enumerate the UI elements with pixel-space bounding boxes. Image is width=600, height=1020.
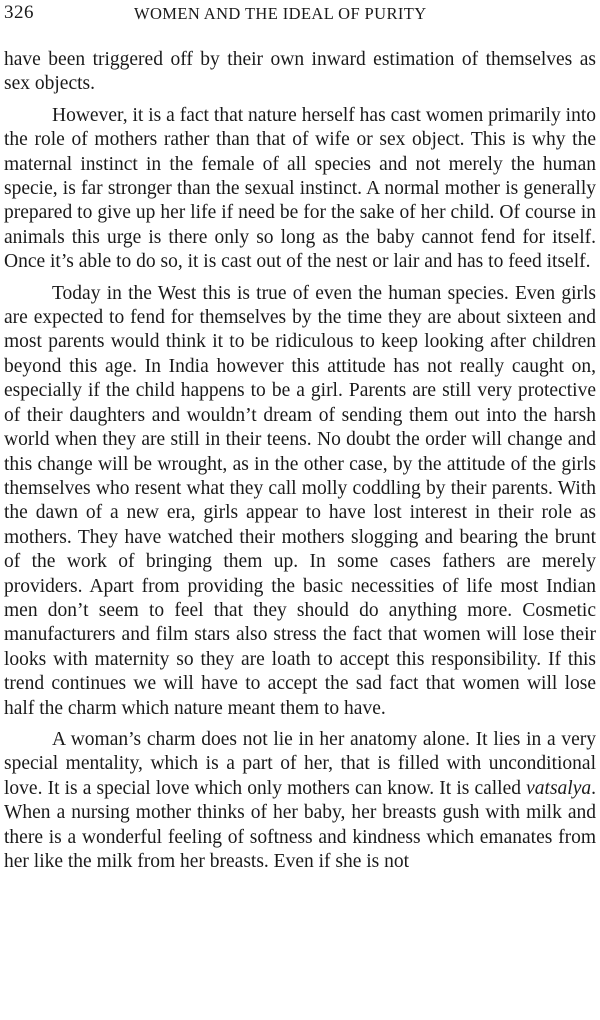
running-head [4,2,594,28]
paragraph-womans-charm [4,728,596,874]
page-number: 326 [4,2,34,23]
body-text [4,48,596,881]
italic-term-vatsalya: vatsalya [526,777,592,799]
paragraph-today-in-west: Today in the West this is true of even the human species. Even girls are expected to fend for themselves by the time they are about sixteen and most parents would think it to be ridiculous to keep looking after children beyond this age. In India however this attitude has not really caught on, especially if the child happens to be a girl. Parents are still very protective of their daughters and wouldn’t dream of sending them out into the harsh world when they are still in their teens. No doubt the order will change and this change will be wrought, as in the other case, by the attitude of the girls themselves who resent what they call molly coddling by their parents. With the dawn of a new era, girls appear to have lost interest in their role as mothers. They have watched their mothers slogging and bearing the brunt of the work of bringing them up. In some cases fathers are merely providers. Apart from providing the basic necessities of life most Indian men don’t seem to feel that they should do anything more. Cosmetic manufacturers and film stars also stress the fact that women will lose their looks with maternity so they are loath to accept this responsibility. If this trend continues we will have to accept the sad fact that women will lose half the charm which nature meant them to have. [4,282,596,719]
paragraph-text-segment: . When a nursing mother thinks of her baby, her breasts gush with milk and there is a wonderful feeling of softness and kindness which emanates from her like the milk from her breasts. Even if she is not [4,777,596,872]
paragraph-text-segment: A woman’s charm does not lie in her anatomy alone. It lies in a very special mentality, which is a part of her, that is filled with unconditional love. It is a special love which only mothers can know. It is called [4,728,596,799]
paragraph-continuation: have been triggered off by their own inward estimation of themselves as sex objects. [4,49,596,95]
paragraph-nature-role: However, it is a fact that nature herself has cast women primarily into the role of mothers rather than that of wife or sex object. This is why the maternal instinct in the female of all species and not merely the human specie, is far stronger than the sexual instinct. A normal mother is generally prepared to give up her life if need be for the sake of her child. Of course in animals this urge is there only so long as the baby cannot fend for itself. Once it’s able to do so, it is cast out of the nest or lair and has to feed itself. [4,104,596,273]
running-title: WOMEN AND THE IDEAL OF PURITY [134,4,427,23]
